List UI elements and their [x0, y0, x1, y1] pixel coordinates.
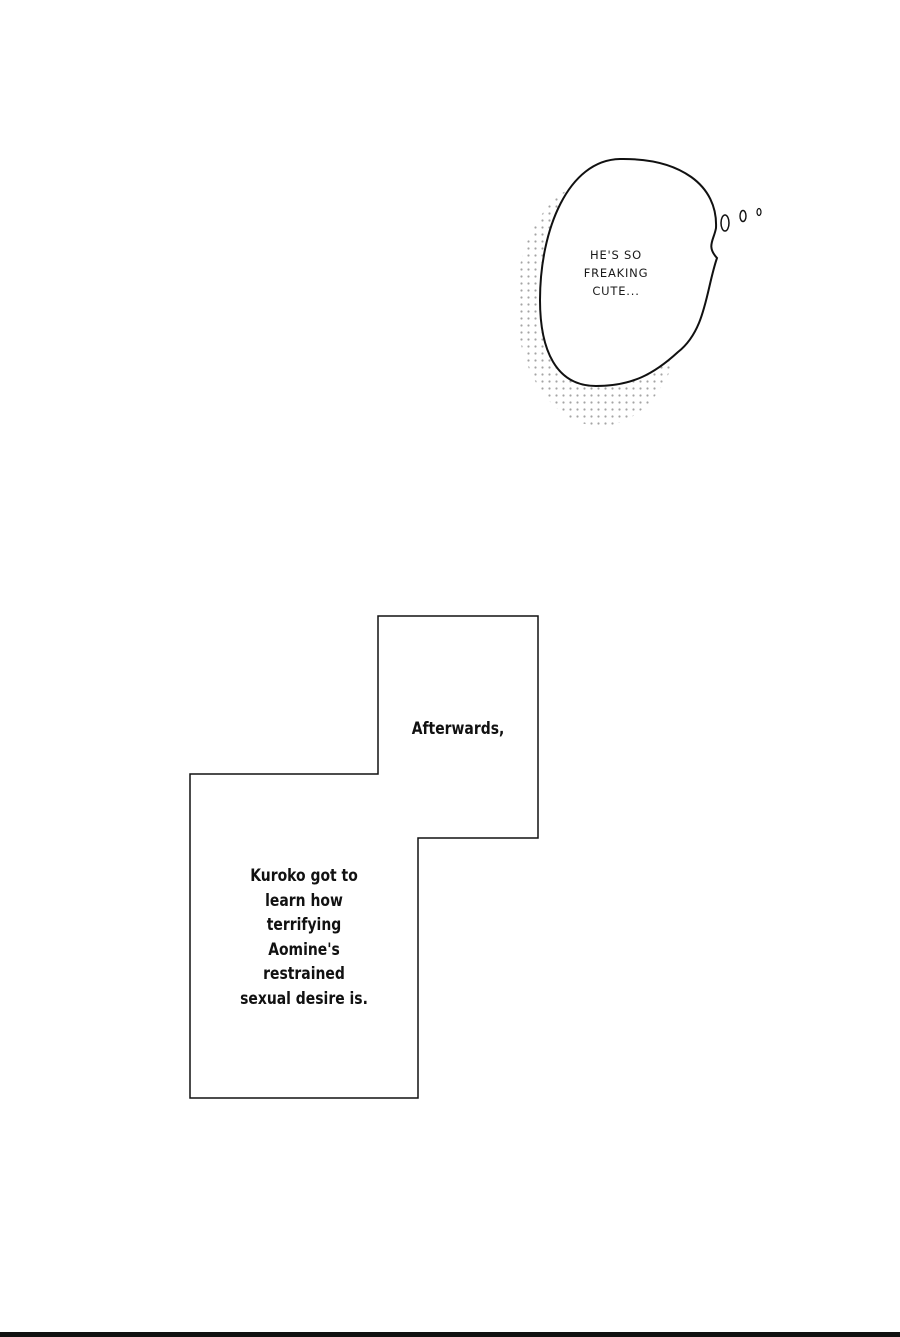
narration-top-text: Afterwards, — [411, 719, 505, 739]
page-bottom-edge — [0, 1332, 900, 1337]
narration-line-6: sexual desire is. — [240, 988, 368, 1009]
narration-line-4: Aomine's — [268, 939, 340, 960]
thought-line-3: CUTE... — [592, 284, 640, 298]
narration-line-3: terrifying — [266, 915, 342, 935]
narration-box-frame — [190, 616, 538, 1098]
narration-line-5: restrained — [263, 964, 345, 984]
narration-line-1: Kuroko got to — [250, 866, 358, 886]
thought-bubble-text — [548, 246, 684, 300]
thought-line-1: HE'S SO — [590, 248, 642, 262]
thought-trail-icon — [721, 209, 761, 232]
narration-bottom-text — [211, 864, 398, 1011]
narration-line-2: learn how — [265, 890, 343, 911]
thought-line-2: FREAKING — [583, 266, 649, 280]
